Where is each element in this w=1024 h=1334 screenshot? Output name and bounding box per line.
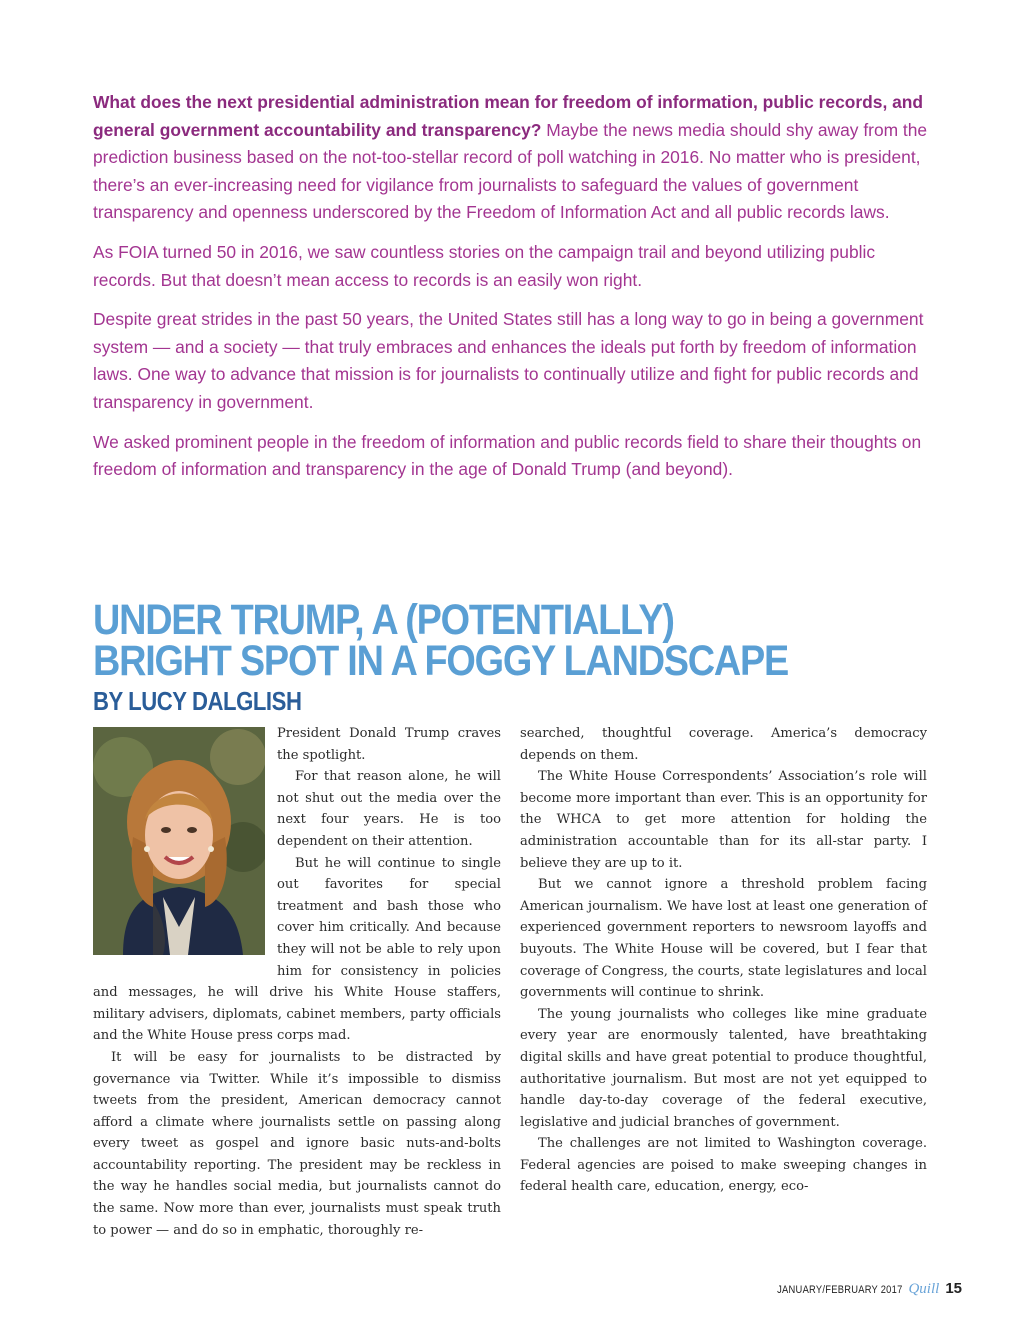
article-column-right (520, 723, 927, 1198)
author-photo (93, 727, 265, 955)
intro-paragraph-2: As FOIA turned 50 in 2016, we saw countless stories on the campaign trail and beyond utilizing public records. But that doesn’t mean access to records is an easily won right. (93, 241, 876, 290)
intro-paragraph-4: We asked prominent people in the freedom of information and public records field to share their thoughts on freedom of information and transparency in the age of Donald Trump (and beyond). (93, 431, 922, 480)
page-footer (755, 1280, 962, 1298)
headline-line-2: BRIGHT SPOT IN A FOGGY LANDSCAPE (93, 637, 789, 685)
right-paragraph-4: The young journalists who colleges like mine graduate every year are enormously talented, have breathtaking digital skills and have great potential to produce thoughtful, authoritative journalism. But most are not yet equipped to handle day-to-day coverage of the federal executive, legislative and judicial branches of government. (520, 1006, 927, 1130)
right-paragraph-3: But we cannot ignore a threshold problem facing American journalism. We have lost at least one generation of experienced government reporters to newsroom layoffs and buyouts. The White House will be covered, but I fear that coverage of Congress, the courts, state legislatures and local governments will continue to shrink. (520, 877, 927, 1001)
page-number: 15 (945, 1280, 962, 1297)
left-paragraph-1: President Donald Trump craves the spotlight. (277, 726, 501, 763)
intro-lead-question: What does the next presidential administration mean for freedom of information, public records, and general government accountability and transparency? (93, 92, 924, 140)
article-column-left (93, 723, 501, 1241)
left-paragraph-2: For that reason alone, he will not shut out the media over the next four years. He is too dependent on their attention. (277, 769, 501, 849)
left-paragraph-3: But he will continue to single out favorites for special treatment and bash those who cover him critically. And because they will not be able to rely upon him for consistency in policies and messages, he will drive his White House staffers, military advisers, diplomats, cabinet members, party officials and the White House press corps mad. (93, 855, 501, 1044)
left-paragraph-4: It will be easy for journalists to be distracted by governance via Twitter. While it’s impossible to dismiss tweets from the president, American democracy cannot afford a climate where journalists settle on passing along every tweet as gospel and ignore basic nuts-and-bolts accountability reporting. The president may be reckless in the way he handles social media, but journalists cannot do the same. Now more than ever, journalists must speak truth to power — and do so in emphatic, thoroughly re- (93, 1049, 501, 1238)
author-portrait-icon (93, 727, 265, 955)
right-paragraph-2: The White House Correspondents’ Association’s role will become more important than ever. This is an opportunity for the WHCA to get more attention for holding the administration accountable than for its all-star party. I believe they are up to it. (520, 769, 927, 871)
magazine-name: Quill (908, 1281, 940, 1297)
issue-date: JANUARY/FEBRUARY 2017 (777, 1284, 903, 1296)
headline-line-1: UNDER TRUMP, A (POTENTIALLY) (93, 596, 674, 644)
intro-paragraph-1 (93, 89, 935, 227)
article-headline (93, 596, 850, 685)
right-paragraph-1: searched, thoughtful coverage. America’s democracy depends on them. (520, 726, 927, 763)
right-paragraph-5: The challenges are not limited to Washington coverage. Federal agencies are poised to make sweeping changes in federal health care, education, energy, eco- (520, 1136, 927, 1195)
intro-lead-text: Maybe the news media should shy away from the prediction business based on the not-too-stellar record of poll watching in 2016. No matter who is president, there’s an ever-increasing need for vigilance from journalists to safeguard the values of government transparency and openness underscored by the Freedom of Information Act and all public records laws. (93, 119, 928, 223)
intro-paragraph-3: Despite great strides in the past 50 years, the United States still has a long way to go in being a government system — and a society — that truly embraces and enhances the ideals put forth by freedom of information laws. One way to advance that mission is for journalists to continually utilize and fight for public records and transparency in government. (93, 309, 924, 412)
article-byline: BY LUCY DALGLISH (93, 686, 302, 716)
intro-section (93, 89, 935, 496)
